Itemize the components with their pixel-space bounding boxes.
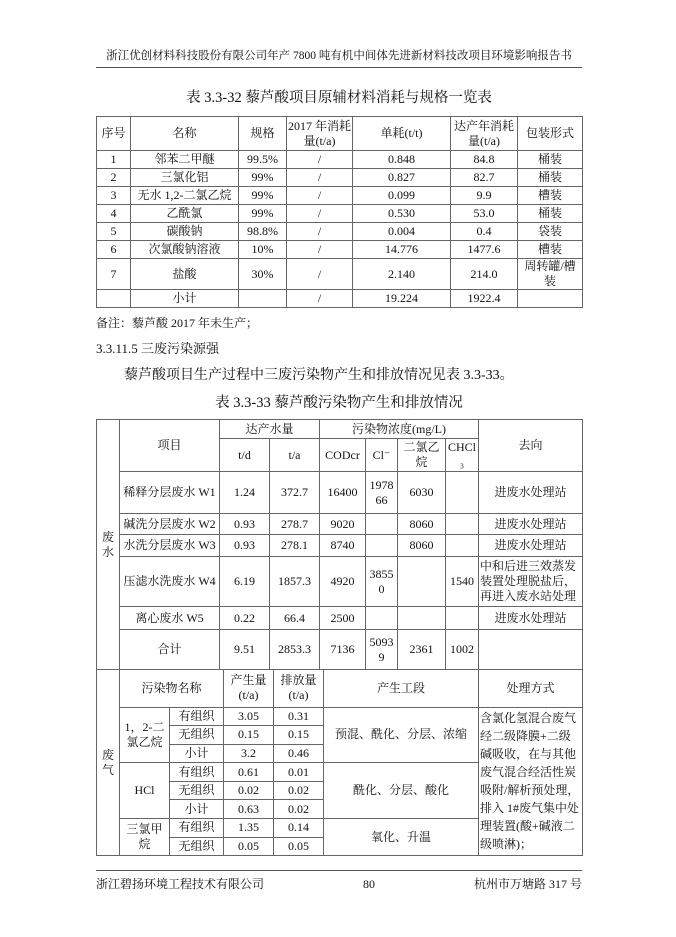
footer-company: 浙江碧扬环境工程技术有限公司 xyxy=(96,877,265,892)
table-cell: 0.004 xyxy=(353,223,451,241)
table-cell: 0.827 xyxy=(353,169,451,187)
table-cell xyxy=(446,472,479,514)
table-cell: 0.05 xyxy=(224,837,274,856)
table-cell: 桶装 xyxy=(518,169,583,187)
table-cell: 合计 xyxy=(120,630,220,670)
column-header: 规格 xyxy=(239,117,287,151)
table-cell: 盐酸 xyxy=(131,259,239,290)
table-cell: / xyxy=(287,241,353,259)
table-cell: 无组织 xyxy=(170,726,224,745)
table-cell: 2 xyxy=(97,169,131,187)
table-cell xyxy=(446,535,479,557)
table-row xyxy=(97,241,583,259)
header-stage: 产生工段 xyxy=(324,670,479,707)
wastewater-row xyxy=(97,514,583,535)
table-cell: 槽装 xyxy=(518,187,583,205)
column-header: 2017 年消耗量(t/a) xyxy=(287,117,353,151)
table-cell: 53.0 xyxy=(451,205,518,223)
table-cell: 0.61 xyxy=(224,763,274,782)
waste-gas-table xyxy=(96,670,583,856)
table-cell: 压滤水洗废水 W4 xyxy=(120,557,220,607)
table-cell xyxy=(518,290,583,308)
table-cell: 有组织 xyxy=(170,707,224,726)
header-divider xyxy=(96,67,582,68)
header-item: 项目 xyxy=(120,420,220,472)
table-cell: 98.8% xyxy=(239,223,287,241)
header-dce: 二氯乙烷 xyxy=(398,439,446,472)
table-cell: 周转罐/槽装 xyxy=(518,259,583,290)
table-cell xyxy=(97,290,131,308)
table-cell: 无组织 xyxy=(170,781,224,800)
table-cell: 9.51 xyxy=(220,630,270,670)
section-heading: 3.3.11.5 三废污染源强 xyxy=(96,341,220,356)
table-cell: 50939 xyxy=(366,630,398,670)
header-pollutant-name: 污染物名称 xyxy=(120,670,224,707)
table-cell: 乙酰氯 xyxy=(131,205,239,223)
header-chcl3: CHCl₃ xyxy=(446,439,479,472)
table-cell: 9.9 xyxy=(451,187,518,205)
table-cell: 次氯酸钠溶液 xyxy=(131,241,239,259)
header-td: t/d xyxy=(220,439,270,472)
table-cell: 4 xyxy=(97,205,131,223)
wastewater-table xyxy=(96,419,583,670)
table-cell: 84.8 xyxy=(451,151,518,169)
table-cell: 进废水处理站 xyxy=(479,607,583,630)
table-cell: 5 xyxy=(97,223,131,241)
table-cell: 0.01 xyxy=(274,763,324,782)
table-cell: 1922.4 xyxy=(451,290,518,308)
column-header: 包装形式 xyxy=(518,117,583,151)
header-generated: 产生量(t/a) xyxy=(224,670,274,707)
table-row xyxy=(97,187,583,205)
table-cell: 0.848 xyxy=(353,151,451,169)
wastewater-row xyxy=(97,472,583,514)
table-cell: 0.93 xyxy=(220,535,270,557)
table-cell: / xyxy=(287,169,353,187)
page-footer xyxy=(96,876,582,892)
table-cell: / xyxy=(287,205,353,223)
table-cell: 0.530 xyxy=(353,205,451,223)
table-row xyxy=(97,169,583,187)
table-cell: 0.02 xyxy=(224,781,274,800)
table-cell: 槽装 xyxy=(518,241,583,259)
table-cell: 278.1 xyxy=(270,535,320,557)
table-cell: 中和后进三效蒸发装置处理脱盐后，再进入废水站处理 xyxy=(479,557,583,607)
table-cell: 1 xyxy=(97,151,131,169)
table-cell: 1002 xyxy=(446,630,479,670)
column-header: 序号 xyxy=(97,117,131,151)
table-cell: 4920 xyxy=(320,557,366,607)
table-cell: 小计 xyxy=(131,290,239,308)
table-cell: 0.4 xyxy=(451,223,518,241)
table-cell: 碱洗分层废水 W2 xyxy=(120,514,220,535)
table-cell: 2500 xyxy=(320,607,366,630)
table-cell: 2.140 xyxy=(353,259,451,290)
pollutant-name: 1，2-二氯乙烷 xyxy=(120,707,170,763)
table-cell: 10% xyxy=(239,241,287,259)
table-cell: 有组织 xyxy=(170,819,224,838)
column-header: 名称 xyxy=(131,117,239,151)
table-cell xyxy=(366,514,398,535)
table-cell: 3 xyxy=(97,187,131,205)
table-cell: 邻苯二甲醚 xyxy=(131,151,239,169)
table-cell: 小计 xyxy=(170,744,224,763)
table-cell: 0.14 xyxy=(274,819,324,838)
table-row xyxy=(97,259,583,290)
table-note: 备注：藜芦酸 2017 年未生产； xyxy=(96,316,259,330)
treatment-method: 含氯化氢混合废气经二级降膜+二级碱吸收，在与其他废气混合经活性炭吸附/解析预处理，排入 1#废气集中处理装置(酸+碱液二级喷淋)； xyxy=(479,707,583,856)
pollutant-name: HCl xyxy=(120,763,170,819)
table-cell: / xyxy=(287,223,353,241)
table-cell: 1.24 xyxy=(220,472,270,514)
table-cell: 6.19 xyxy=(220,557,270,607)
table-cell: / xyxy=(287,290,353,308)
table-cell: 有组织 xyxy=(170,763,224,782)
table-cell: 进废水处理站 xyxy=(479,472,583,514)
table-cell: 9020 xyxy=(320,514,366,535)
header-treatment: 处理方式 xyxy=(479,670,583,707)
table-row xyxy=(97,223,583,241)
footer-address: 杭州市万塘路 317 号 xyxy=(473,877,582,892)
table-cell: 无水 1,2-二氯乙烷 xyxy=(131,187,239,205)
table-cell xyxy=(398,557,446,607)
table-cell: 1540 xyxy=(446,557,479,607)
table-row xyxy=(97,290,583,308)
table-cell: 7136 xyxy=(320,630,366,670)
production-stage: 酰化、分层、酸化 xyxy=(324,763,479,819)
table-cell: 82.7 xyxy=(451,169,518,187)
table-cell: 30% xyxy=(239,259,287,290)
production-stage: 预混、酰化、分层、浓缩 xyxy=(324,707,479,763)
table-cell: 离心废水 W5 xyxy=(120,607,220,630)
table-cell: 278.7 xyxy=(270,514,320,535)
table-cell: 6 xyxy=(97,241,131,259)
table-cell xyxy=(446,514,479,535)
waste-gas-label: 废气 xyxy=(97,670,120,856)
table-cell: 0.22 xyxy=(220,607,270,630)
table-cell: 0.15 xyxy=(274,726,324,745)
table-cell: 1477.6 xyxy=(451,241,518,259)
table-cell: 稀释分层废水 W1 xyxy=(120,472,220,514)
table-cell xyxy=(398,607,446,630)
table-row xyxy=(97,151,583,169)
wastewater-label: 废水 xyxy=(97,420,120,670)
table-header-row xyxy=(97,117,583,151)
table-cell: 碳酸钠 xyxy=(131,223,239,241)
wastewater-row xyxy=(97,557,583,607)
table-cell: 0.099 xyxy=(353,187,451,205)
header-emitted: 排放量(t/a) xyxy=(274,670,324,707)
table-cell: 0.15 xyxy=(224,726,274,745)
header-cl: Cl⁻ xyxy=(366,439,398,472)
table-cell: 0.31 xyxy=(274,707,324,726)
table-cell: 2853.3 xyxy=(270,630,320,670)
materials-table xyxy=(96,116,583,308)
table-cell: 袋装 xyxy=(518,223,583,241)
table-cell: 38550 xyxy=(366,557,398,607)
column-header: 达产年消耗量(t/a) xyxy=(451,117,518,151)
table-cell: 三氯化铝 xyxy=(131,169,239,187)
wastewater-row xyxy=(97,630,583,670)
table1-title: 表 3.3-32 藜芦酸项目原辅材料消耗与规格一览表 xyxy=(186,90,492,106)
header-ta: t/a xyxy=(270,439,320,472)
page-number: 80 xyxy=(363,877,375,892)
table-cell: 1.35 xyxy=(224,819,274,838)
table-cell: 无组织 xyxy=(170,837,224,856)
header-destination: 去向 xyxy=(479,420,583,472)
header-water-volume: 达产水量 xyxy=(220,420,320,439)
body-paragraph: 藜芦酸项目生产过程中三废污染物产生和排放情况见表 3.3-33。 xyxy=(124,368,514,383)
table-cell: 3.2 xyxy=(224,744,274,763)
table-cell: / xyxy=(287,259,353,290)
table-cell: 16400 xyxy=(320,472,366,514)
table-cell: 99% xyxy=(239,187,287,205)
table-cell: 0.02 xyxy=(274,781,324,800)
table-cell: 0.63 xyxy=(224,800,274,819)
table-cell: 99.5% xyxy=(239,151,287,169)
table-cell: 进废水处理站 xyxy=(479,514,583,535)
table2-title: 表 3.3-33 藜芦酸污染物产生和排放情况 xyxy=(215,395,463,411)
table-cell: 197866 xyxy=(366,472,398,514)
table-cell: 8060 xyxy=(398,514,446,535)
page-header: 浙江优创材料科技股份有限公司年产 7800 吨有机中间体先进新材料技改项目环境影响报告书 xyxy=(106,50,572,62)
table-cell: 66.4 xyxy=(270,607,320,630)
wastewater-row xyxy=(97,535,583,557)
table-cell xyxy=(366,607,398,630)
table-cell: / xyxy=(287,151,353,169)
table-cell xyxy=(239,290,287,308)
table-cell: 99% xyxy=(239,205,287,223)
table-cell: 0.93 xyxy=(220,514,270,535)
table-cell: 8060 xyxy=(398,535,446,557)
table-cell: 水洗分层废水 W3 xyxy=(120,535,220,557)
table-cell: 214.0 xyxy=(451,259,518,290)
table-cell xyxy=(479,630,583,670)
table-cell: 372.7 xyxy=(270,472,320,514)
header-concentration: 污染物浓度(mg/L) xyxy=(320,420,479,439)
table-row xyxy=(97,205,583,223)
table-cell: 8740 xyxy=(320,535,366,557)
table-cell: 7 xyxy=(97,259,131,290)
table-cell: 0.46 xyxy=(274,744,324,763)
column-header: 单耗(t/t) xyxy=(353,117,451,151)
document-page xyxy=(96,0,582,932)
table-cell: 桶装 xyxy=(518,205,583,223)
table-cell: 0.05 xyxy=(274,837,324,856)
wastewater-row xyxy=(97,607,583,630)
table-cell: 99% xyxy=(239,169,287,187)
table-cell: 0.02 xyxy=(274,800,324,819)
table-cell xyxy=(366,535,398,557)
table-cell: 进废水处理站 xyxy=(479,535,583,557)
table-cell: 桶装 xyxy=(518,151,583,169)
table-cell: 6030 xyxy=(398,472,446,514)
table-cell: / xyxy=(287,187,353,205)
table-cell: 2361 xyxy=(398,630,446,670)
header-cod: CODcr xyxy=(320,439,366,472)
table-cell: 14.776 xyxy=(353,241,451,259)
waste-gas-row xyxy=(97,707,583,726)
table-cell: 1857.3 xyxy=(270,557,320,607)
production-stage: 氧化、升温 xyxy=(324,819,479,856)
table-cell: 19.224 xyxy=(353,290,451,308)
pollutant-name: 三氯甲烷 xyxy=(120,819,170,856)
table-cell: 3.05 xyxy=(224,707,274,726)
table-cell: 小计 xyxy=(170,800,224,819)
table-cell xyxy=(446,607,479,630)
footer-divider xyxy=(96,870,582,871)
